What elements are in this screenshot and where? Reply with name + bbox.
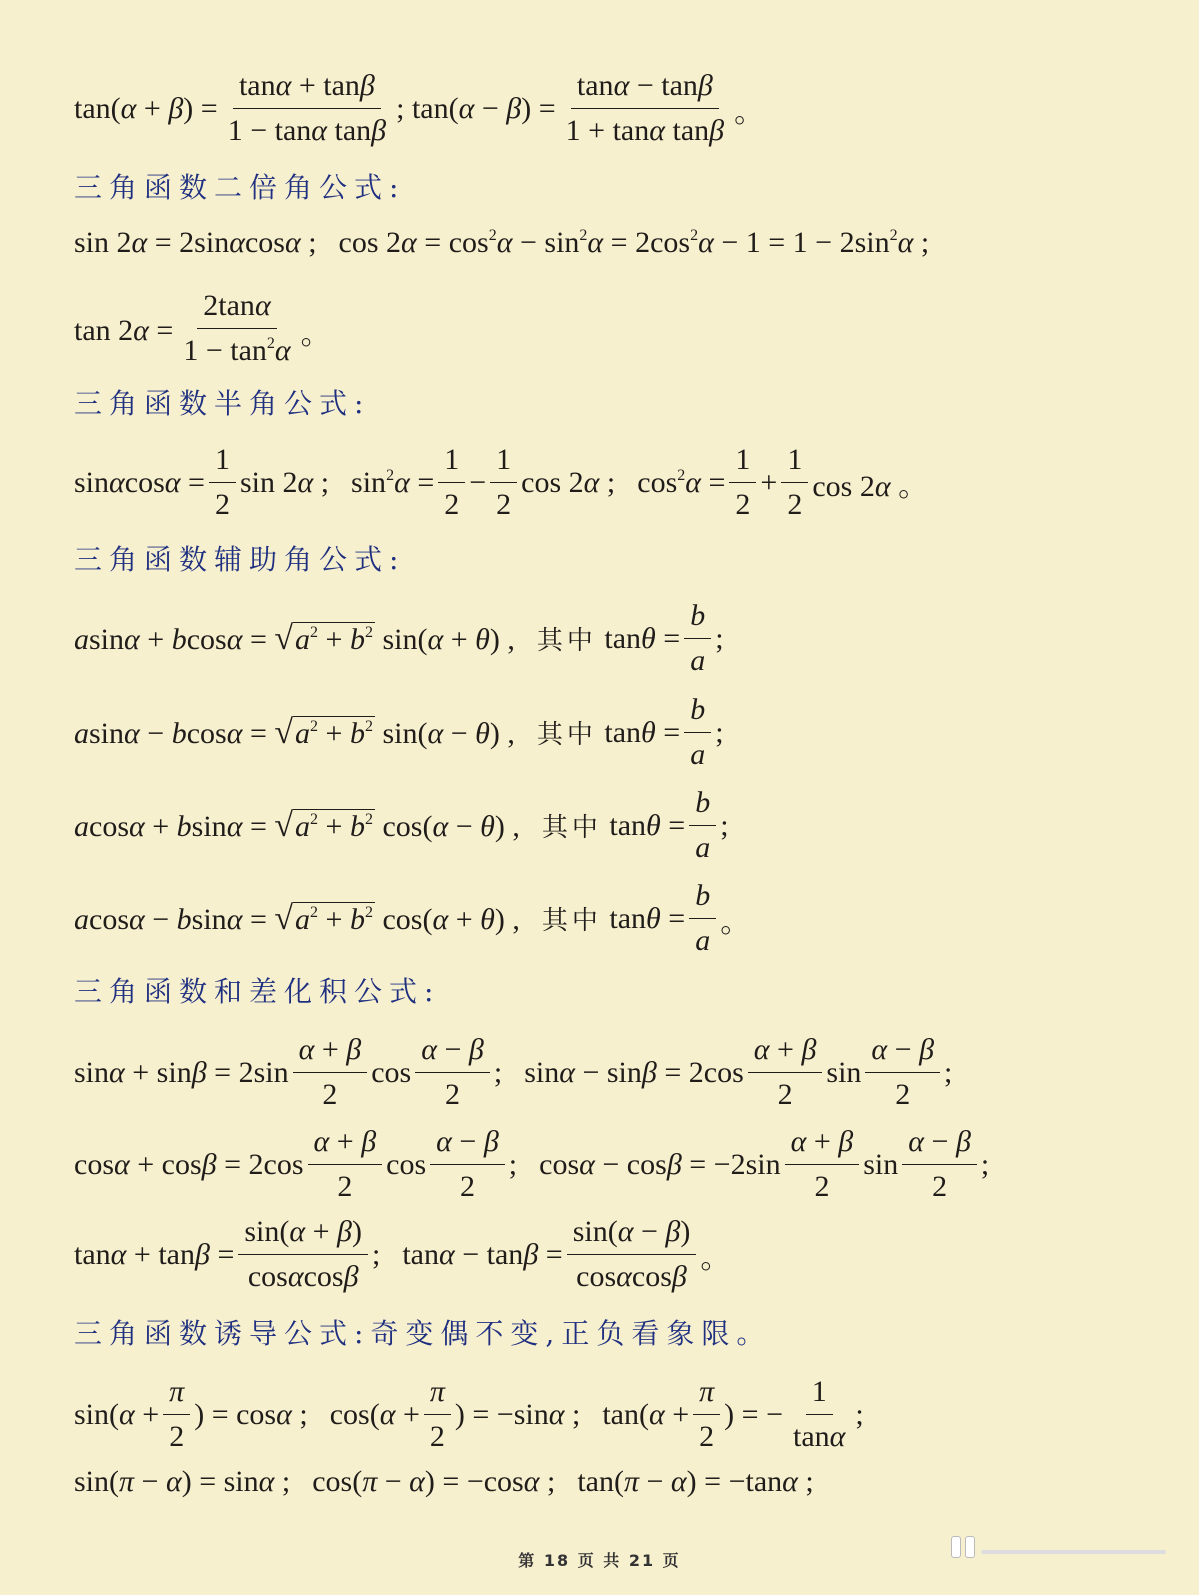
heading-auxiliary: 三角函数辅助角公式: [74, 543, 406, 576]
heading-half-angle: 三角函数半角公式: [74, 387, 371, 420]
formula-aux-2: $asin\alpha - bcos\alpha = √a^2 + b^2$ sin(α − θ) , 其中 tanθ = $\frac{b}{a}$ ; [74, 690, 724, 775]
formula-induction-pi-minus: sin(π − α) = sinα ; cos(π − α) = −cosα ; tan(π − α) = −tanα ; [74, 1465, 814, 1498]
heading-sum-to-product: 三角函数和差化积公式: [74, 975, 441, 1008]
formula-tan-sum-diff-product: tanα + tanβ = $\frac{\sin(\alpha + \beta)}{\cos\alpha\cos\beta}$ ; tanα − tanβ = $\frac{\sin(\alpha - \beta)}{\cos\alpha\cos\beta}$ 。 [74, 1212, 730, 1297]
heading-induction: 三角函数诱导公式:奇变偶不变,正负看象限。 [74, 1317, 772, 1350]
formula-aux-4: $acos\alpha - bsin\alpha = √a^2 + b^2$ cos(α + θ) , 其中 tanθ = $\frac{b}{a}$ 。 [74, 876, 750, 961]
formula-sin-sum-diff: sinα + sinβ = 2sin $\frac{\alpha + \beta}{2}$ cos $\frac{\alpha - \beta}{2}$ ; sinα − sinβ = 2cos $\frac{\alpha + \beta}{2}$ sin $\frac{\alpha - \beta}{2}$ ; [74, 1030, 952, 1115]
page-footer: 第 18 页 共 21 页 [518, 1551, 681, 1570]
formula-double-angle-tan: tan 2α = $\frac{2\tan\alpha}{1 - \tan^2\alpha}$ 。 [74, 286, 331, 376]
heading-double-angle: 三角函数二倍角公式: [74, 171, 406, 204]
formula-half-angle: sinαcosα = $\frac{1}{2}$ sin 2α ; $\sin^2\alpha$ = $\frac{1}{2}$ − $\frac{1}{2}$ cos 2α ; $\cos^2\alpha$ = $\frac{1}{2}$ + $\frac{1}{2}$ cos 2α 。 [74, 440, 928, 525]
formula-cos-sum-diff: cosα + cosβ = 2cos $\frac{\alpha + \beta}{2}$ cos $\frac{\alpha - \beta}{2}$ ; cosα − cosβ = −2sin $\frac{\alpha + \beta}{2}$ sin $\frac{\alpha - \beta}{2}$ ; [74, 1122, 989, 1207]
formula-tan-sum-diff: tan(α + β) = $\frac{\tan\alpha + \tan\beta}{\text{1 − tanα tanβ}}$ ; tan(α − β) = $\frac{\tan\alpha - \tan\beta}{\text{1 + tanα tanβ}}$ 。 [74, 66, 764, 151]
formula-double-angle-sin-cos: sin 2α = 2sinαcosα ; $\cos 2\alpha = \cos^2\alpha - \sin^2\alpha = 2\cos^2\alpha - 1 = 1 - 2\sin^2\alpha$ ; [74, 226, 930, 259]
formula-induction-pi-half: sin(α + $\frac{\pi}{2}$ ) = cosα ; cos(α + $\frac{\pi}{2}$ ) = −sinα ; tan(α + $\frac{\pi}{2}$ ) = − $\frac{1}{\tan\alpha}$ ; [74, 1372, 864, 1457]
formula-aux-3: $acos\alpha + bsin\alpha = √a^2 + b^2$ cos(α − θ) , 其中 tanθ = $\frac{b}{a}$ ; [74, 783, 729, 868]
formula-aux-1: $asin\alpha + bcos\alpha = √a^2 + b^2$ sin(α + θ) , 其中 tanθ = $\frac{b}{a}$ ; [74, 596, 724, 681]
